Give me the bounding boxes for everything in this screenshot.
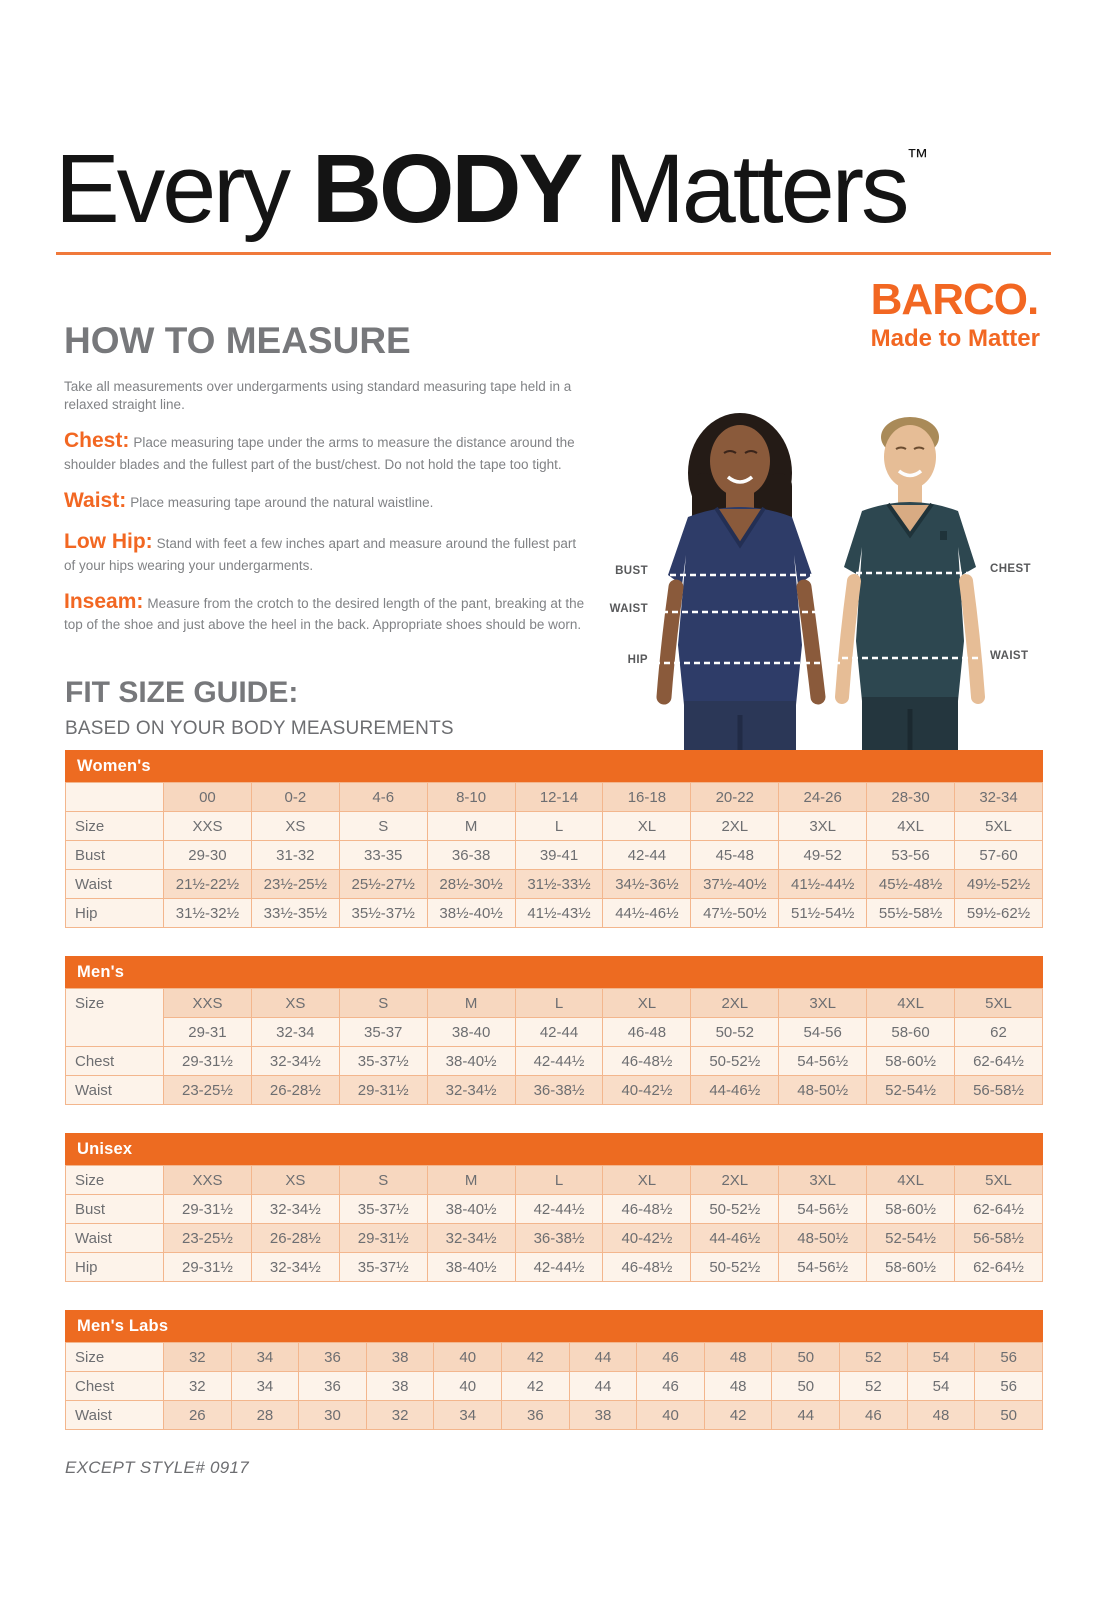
size-cell: 52 bbox=[840, 1343, 908, 1372]
table-row bbox=[66, 1166, 1043, 1195]
page-title bbox=[55, 134, 1053, 243]
size-cell: XS bbox=[251, 989, 339, 1018]
table-title-bar: Men's Labs bbox=[65, 1310, 1043, 1342]
size-cell: 44½-46½ bbox=[603, 899, 691, 928]
size-cell: 48-50½ bbox=[779, 1224, 867, 1253]
size-cell: 49½-52½ bbox=[955, 870, 1043, 899]
table-row bbox=[66, 1401, 1043, 1430]
table-row bbox=[66, 899, 1043, 928]
size-cell: 40 bbox=[434, 1372, 502, 1401]
size-cell: 28 bbox=[231, 1401, 299, 1430]
size-cell: 52-54½ bbox=[867, 1224, 955, 1253]
size-cell: 35-37 bbox=[339, 1018, 427, 1047]
size-table-unisex bbox=[65, 1133, 1043, 1282]
size-cell: 40 bbox=[434, 1343, 502, 1372]
size-cell: 26 bbox=[164, 1401, 232, 1430]
size-cell: 38 bbox=[569, 1401, 637, 1430]
row-label bbox=[66, 783, 164, 812]
chest-label: CHEST bbox=[990, 563, 1031, 575]
size-cell: 54-56½ bbox=[779, 1047, 867, 1076]
size-cell: 29-31½ bbox=[164, 1253, 252, 1282]
trademark-symbol: ™ bbox=[906, 144, 929, 169]
size-cell: 57-60 bbox=[955, 841, 1043, 870]
row-label: Bust bbox=[66, 1195, 164, 1224]
size-cell: 44-46½ bbox=[691, 1076, 779, 1105]
size-cell: 29-31 bbox=[164, 1018, 252, 1047]
measure-text-waist: Place measuring tape around the natural waistline. bbox=[130, 495, 434, 510]
size-cell: 50-52½ bbox=[691, 1047, 779, 1076]
size-cell: 36 bbox=[299, 1343, 367, 1372]
size-cell: 56-58½ bbox=[955, 1076, 1043, 1105]
size-cell: 48-50½ bbox=[779, 1076, 867, 1105]
size-cell: 00 bbox=[164, 783, 252, 812]
title-body: BODY bbox=[311, 134, 581, 243]
size-cell: 33-35 bbox=[339, 841, 427, 870]
size-cell: XXS bbox=[164, 989, 252, 1018]
size-table-womens bbox=[65, 750, 1043, 928]
man-waist-label: WAIST bbox=[990, 650, 1029, 662]
measure-label-inseam: Inseam: bbox=[64, 589, 144, 613]
size-cell: 34 bbox=[434, 1401, 502, 1430]
size-cell: 2XL bbox=[691, 1166, 779, 1195]
size-cell: XL bbox=[603, 812, 691, 841]
table-row bbox=[66, 1372, 1043, 1401]
measure-item-chest bbox=[64, 427, 589, 474]
size-cell: 38-40½ bbox=[427, 1253, 515, 1282]
size-cell: 54-56 bbox=[779, 1018, 867, 1047]
size-cell: 29-31½ bbox=[339, 1224, 427, 1253]
size-cell: 32 bbox=[164, 1343, 232, 1372]
measurement-table bbox=[65, 1165, 1043, 1282]
size-cell: 62 bbox=[955, 1018, 1043, 1047]
size-cell: 35½-37½ bbox=[339, 899, 427, 928]
hip-label: HIP bbox=[627, 654, 648, 666]
size-cell: 41½-44½ bbox=[779, 870, 867, 899]
size-cell: 29-31½ bbox=[339, 1076, 427, 1105]
size-cell: M bbox=[427, 1166, 515, 1195]
size-cell: 26-28½ bbox=[251, 1076, 339, 1105]
size-cell: 50 bbox=[772, 1372, 840, 1401]
title-every: Every bbox=[55, 134, 312, 243]
table-row bbox=[66, 1076, 1043, 1105]
size-cell: 4XL bbox=[867, 989, 955, 1018]
size-cell: 35-37½ bbox=[339, 1195, 427, 1224]
size-cell: 46 bbox=[637, 1372, 705, 1401]
size-cell: M bbox=[427, 989, 515, 1018]
size-cell: 29-31½ bbox=[164, 1195, 252, 1224]
size-cell: 32 bbox=[366, 1401, 434, 1430]
size-cell: 40 bbox=[637, 1401, 705, 1430]
style-exception-note: EXCEPT STYLE# 0917 bbox=[65, 1458, 249, 1477]
size-cell: 48 bbox=[704, 1372, 772, 1401]
size-cell: 2XL bbox=[691, 989, 779, 1018]
size-cell: 29-30 bbox=[164, 841, 252, 870]
size-cell: 34½-36½ bbox=[603, 870, 691, 899]
size-cell: XXS bbox=[164, 1166, 252, 1195]
size-cell: 36-38½ bbox=[515, 1076, 603, 1105]
size-cell: 42-44½ bbox=[515, 1047, 603, 1076]
measure-item-low-hip bbox=[64, 528, 589, 575]
size-cell: 23-25½ bbox=[164, 1224, 252, 1253]
size-cell: 34 bbox=[231, 1372, 299, 1401]
size-cell: 32-34½ bbox=[251, 1047, 339, 1076]
size-cell: 24-26 bbox=[779, 783, 867, 812]
size-cell: 54-56½ bbox=[779, 1253, 867, 1282]
size-cell: 38-40½ bbox=[427, 1195, 515, 1224]
row-label: Hip bbox=[66, 899, 164, 928]
fit-size-guide-heading: FIT SIZE GUIDE: bbox=[65, 676, 299, 709]
title-divider bbox=[56, 252, 1051, 255]
size-cell: 36 bbox=[502, 1401, 570, 1430]
measurement-table bbox=[65, 782, 1043, 928]
size-cell: 4-6 bbox=[339, 783, 427, 812]
table-row bbox=[66, 1224, 1043, 1253]
size-cell: L bbox=[515, 989, 603, 1018]
size-cell: 3XL bbox=[779, 989, 867, 1018]
size-cell: 23-25½ bbox=[164, 1076, 252, 1105]
measurement-table bbox=[65, 988, 1043, 1105]
row-label: Size bbox=[66, 812, 164, 841]
size-cell: 31½-32½ bbox=[164, 899, 252, 928]
table-row bbox=[66, 989, 1043, 1018]
size-cell: 56-58½ bbox=[955, 1224, 1043, 1253]
size-cell: 56 bbox=[975, 1343, 1043, 1372]
table-row bbox=[66, 812, 1043, 841]
size-cell: 50-52½ bbox=[691, 1253, 779, 1282]
size-cell: 42 bbox=[704, 1401, 772, 1430]
size-cell: 58-60½ bbox=[867, 1253, 955, 1282]
size-cell: 39-41 bbox=[515, 841, 603, 870]
measure-text-low-hip: Stand with feet a few inches apart and measure around the fullest part of your hips wearing your undergarments. bbox=[64, 536, 577, 573]
bust-label: BUST bbox=[615, 565, 648, 577]
fit-size-guide-section bbox=[65, 676, 1043, 1478]
size-cell: 32-34½ bbox=[251, 1253, 339, 1282]
measure-label-chest: Chest: bbox=[64, 429, 130, 453]
row-label: Waist bbox=[66, 1076, 164, 1105]
size-cell: XS bbox=[251, 1166, 339, 1195]
size-cell: 46-48½ bbox=[603, 1195, 691, 1224]
size-cell: 44-46½ bbox=[691, 1224, 779, 1253]
size-cell: 37½-40½ bbox=[691, 870, 779, 899]
size-cell: 38 bbox=[366, 1343, 434, 1372]
size-cell: 0-2 bbox=[251, 783, 339, 812]
size-cell: 38 bbox=[366, 1372, 434, 1401]
measure-text-chest: Place measuring tape under the arms to measure the distance around the shoulder blades and the fullest part of the bust/chest. Do not hold the tape too tight. bbox=[64, 435, 575, 472]
size-cell: 56 bbox=[975, 1372, 1043, 1401]
size-cell: L bbox=[515, 1166, 603, 1195]
size-cell: 58-60½ bbox=[867, 1047, 955, 1076]
size-cell: 50-52½ bbox=[691, 1195, 779, 1224]
row-label: Size bbox=[66, 1343, 164, 1372]
size-cell: 30 bbox=[299, 1401, 367, 1430]
row-label: Chest bbox=[66, 1372, 164, 1401]
brand-tagline: Made to Matter bbox=[870, 325, 1040, 352]
table-row bbox=[66, 841, 1043, 870]
size-cell: 44 bbox=[772, 1401, 840, 1430]
size-cell: 34 bbox=[231, 1343, 299, 1372]
size-cell: 50 bbox=[975, 1401, 1043, 1430]
measure-item-inseam bbox=[64, 588, 589, 635]
size-table-mens-labs bbox=[65, 1310, 1043, 1430]
size-cell: 38-40 bbox=[427, 1018, 515, 1047]
size-cell: 47½-50½ bbox=[691, 899, 779, 928]
size-cell: 46 bbox=[637, 1343, 705, 1372]
table-title-bar: Women's bbox=[65, 750, 1043, 782]
size-cell: 33½-35½ bbox=[251, 899, 339, 928]
size-cell: 35-37½ bbox=[339, 1253, 427, 1282]
row-label: Waist bbox=[66, 1401, 164, 1430]
row-label: Waist bbox=[66, 870, 164, 899]
size-cell: 40-42½ bbox=[603, 1076, 691, 1105]
size-cell: 32-34½ bbox=[427, 1224, 515, 1253]
row-label: Waist bbox=[66, 1224, 164, 1253]
table-row bbox=[66, 1253, 1043, 1282]
measure-item-waist bbox=[64, 487, 589, 515]
size-cell: 49-52 bbox=[779, 841, 867, 870]
table-row bbox=[66, 1018, 1043, 1047]
size-cell: 4XL bbox=[867, 1166, 955, 1195]
measurement-table bbox=[65, 1342, 1043, 1430]
size-cell: XL bbox=[603, 989, 691, 1018]
measure-intro: Take all measurements over undergarments using standard measuring tape held in a relaxed straight line. bbox=[64, 379, 572, 413]
size-cell: XXS bbox=[164, 812, 252, 841]
size-cell: 28-30 bbox=[867, 783, 955, 812]
table-row bbox=[66, 783, 1043, 812]
size-cell: 42-44½ bbox=[515, 1253, 603, 1282]
size-cell: 26-28½ bbox=[251, 1224, 339, 1253]
how-to-measure-section bbox=[64, 320, 589, 634]
size-cell: 62-64½ bbox=[955, 1047, 1043, 1076]
size-cell: 25½-27½ bbox=[339, 870, 427, 899]
size-cell: 16-18 bbox=[603, 783, 691, 812]
measure-text-inseam: Measure from the crotch to the desired length of the pant, breaking at the top of the shoe and just above the heel in the back. Appropriate shoes should be worn. bbox=[64, 595, 585, 633]
size-cell: 38½-40½ bbox=[427, 899, 515, 928]
size-cell: 32-34½ bbox=[251, 1195, 339, 1224]
size-cell: 54 bbox=[907, 1372, 975, 1401]
size-tables bbox=[65, 750, 1043, 1430]
size-cell: 44 bbox=[569, 1372, 637, 1401]
barco-logo bbox=[870, 275, 1040, 353]
size-cell: 58-60 bbox=[867, 1018, 955, 1047]
size-cell: S bbox=[339, 989, 427, 1018]
size-cell: 53-56 bbox=[867, 841, 955, 870]
size-cell: 50 bbox=[772, 1343, 840, 1372]
size-cell: 31½-33½ bbox=[515, 870, 603, 899]
table-row bbox=[66, 1343, 1043, 1372]
row-label: Chest bbox=[66, 1047, 164, 1076]
size-cell: 8-10 bbox=[427, 783, 515, 812]
size-cell: 62-64½ bbox=[955, 1253, 1043, 1282]
size-cell: 59½-62½ bbox=[955, 899, 1043, 928]
how-to-measure-heading: HOW TO MEASURE bbox=[64, 320, 411, 361]
size-cell: 52-54½ bbox=[867, 1076, 955, 1105]
size-cell: 42 bbox=[502, 1343, 570, 1372]
size-cell: 29-31½ bbox=[164, 1047, 252, 1076]
size-cell: 23½-25½ bbox=[251, 870, 339, 899]
size-cell: 28½-30½ bbox=[427, 870, 515, 899]
size-cell: 2XL bbox=[691, 812, 779, 841]
size-cell: 45-48 bbox=[691, 841, 779, 870]
size-cell: 42-44½ bbox=[515, 1195, 603, 1224]
size-cell: 46-48½ bbox=[603, 1253, 691, 1282]
woman-waist-label: WAIST bbox=[609, 603, 648, 615]
size-cell: 5XL bbox=[955, 812, 1043, 841]
size-cell: 46-48 bbox=[603, 1018, 691, 1047]
size-cell: 5XL bbox=[955, 989, 1043, 1018]
size-cell: 32-34 bbox=[955, 783, 1043, 812]
row-label: Hip bbox=[66, 1253, 164, 1282]
measure-label-waist: Waist: bbox=[64, 489, 127, 512]
size-cell: 42 bbox=[502, 1372, 570, 1401]
size-cell: 46-48½ bbox=[603, 1047, 691, 1076]
size-cell: 12-14 bbox=[515, 783, 603, 812]
size-cell: 52 bbox=[840, 1372, 908, 1401]
row-label: Size bbox=[66, 989, 164, 1047]
size-cell: 40-42½ bbox=[603, 1224, 691, 1253]
size-cell: 36-38 bbox=[427, 841, 515, 870]
size-cell: 42-44 bbox=[515, 1018, 603, 1047]
table-row bbox=[66, 1047, 1043, 1076]
size-cell: 3XL bbox=[779, 812, 867, 841]
size-cell: 46 bbox=[840, 1401, 908, 1430]
table-row bbox=[66, 1195, 1043, 1224]
size-cell: 55½-58½ bbox=[867, 899, 955, 928]
size-cell: 32-34½ bbox=[427, 1076, 515, 1105]
table-title-bar: Men's bbox=[65, 956, 1043, 988]
brand-name: BARCO. bbox=[870, 275, 1039, 324]
size-cell: 54-56½ bbox=[779, 1195, 867, 1224]
size-cell: 54 bbox=[907, 1343, 975, 1372]
size-cell: M bbox=[427, 812, 515, 841]
size-cell: L bbox=[515, 812, 603, 841]
size-cell: 48 bbox=[704, 1343, 772, 1372]
size-cell: XL bbox=[603, 1166, 691, 1195]
row-label: Size bbox=[66, 1166, 164, 1195]
size-cell: 5XL bbox=[955, 1166, 1043, 1195]
size-cell: 42-44 bbox=[603, 841, 691, 870]
size-cell: 21½-22½ bbox=[164, 870, 252, 899]
size-cell: 3XL bbox=[779, 1166, 867, 1195]
size-cell: 4XL bbox=[867, 812, 955, 841]
size-cell: S bbox=[339, 812, 427, 841]
fit-size-guide-subheading: BASED ON YOUR BODY MEASUREMENTS bbox=[65, 718, 454, 739]
size-cell: 36-38½ bbox=[515, 1224, 603, 1253]
size-cell: 50-52 bbox=[691, 1018, 779, 1047]
size-table-mens bbox=[65, 956, 1043, 1105]
size-cell: 32 bbox=[164, 1372, 232, 1401]
size-cell: 32-34 bbox=[251, 1018, 339, 1047]
row-label: Bust bbox=[66, 841, 164, 870]
size-cell: S bbox=[339, 1166, 427, 1195]
size-cell: XS bbox=[251, 812, 339, 841]
size-cell: 38-40½ bbox=[427, 1047, 515, 1076]
size-cell: 36 bbox=[299, 1372, 367, 1401]
size-cell: 41½-43½ bbox=[515, 899, 603, 928]
size-cell: 44 bbox=[569, 1343, 637, 1372]
size-cell: 48 bbox=[907, 1401, 975, 1430]
size-cell: 31-32 bbox=[251, 841, 339, 870]
table-row bbox=[66, 870, 1043, 899]
table-title-bar: Unisex bbox=[65, 1133, 1043, 1165]
size-cell: 45½-48½ bbox=[867, 870, 955, 899]
size-cell: 51½-54½ bbox=[779, 899, 867, 928]
size-cell: 62-64½ bbox=[955, 1195, 1043, 1224]
size-cell: 35-37½ bbox=[339, 1047, 427, 1076]
title-matters: Matters bbox=[580, 134, 907, 243]
size-cell: 20-22 bbox=[691, 783, 779, 812]
measure-label-low-hip: Low Hip: bbox=[64, 530, 153, 554]
size-cell: 58-60½ bbox=[867, 1195, 955, 1224]
